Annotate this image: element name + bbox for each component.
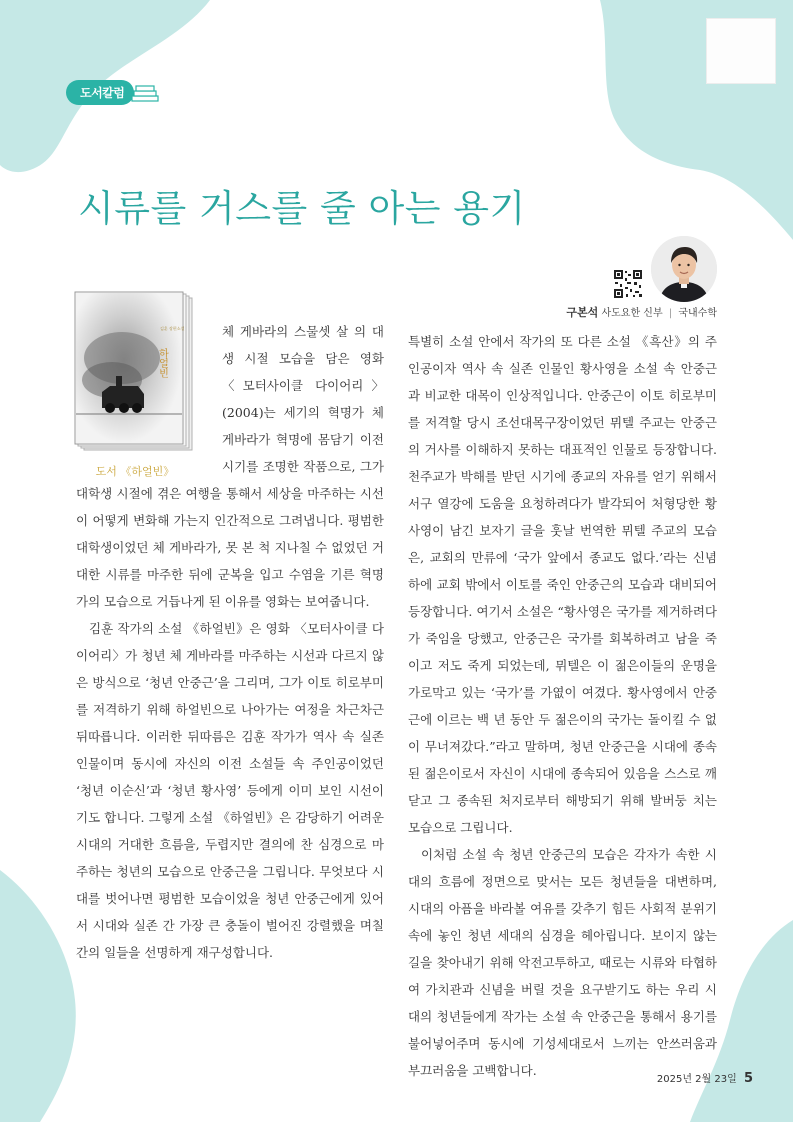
- section-tag-label: 도서칼럼: [66, 80, 134, 105]
- issue-date: 2025년 2월 23일: [656, 1074, 737, 1085]
- blank-stamp-box: [706, 18, 776, 84]
- book-caption: 도서 《하얼빈》: [95, 465, 175, 478]
- book-cover-title: 하얼빈: [156, 348, 168, 378]
- image-wrap-space: [76, 318, 222, 478]
- page-title: 시류를 거스를 줄 아는 용기: [78, 187, 526, 230]
- author-byline: [566, 304, 717, 320]
- page-footer: [657, 1070, 753, 1086]
- section-tag: [66, 80, 160, 105]
- book-cover-author: 김훈 장편소설: [160, 326, 185, 331]
- author-title: 사도요한 신부: [601, 308, 663, 319]
- qr-code-icon: [613, 269, 643, 299]
- article-column-right: [408, 328, 717, 1084]
- article-column-left: [76, 318, 384, 966]
- page-number: 5: [743, 1071, 753, 1086]
- article-paragraph-3: 특별히 소설 안에서 작가의 또 다른 소설 《흑산》의 주인공이자 역사 속 실존 인물인 황사영을 소설 속 안중근과 비교한 대목이 인상적입니다. 안중근이 이토 히로부미를 저격할 당시 조선대목구장이었던 뮈텔 주교는 안중근의 거사를 이해하지 못하는 대표적인 인물로 등장합니다. 천주교가 박해를 받던 시기에 종교의 자유를 얻기 위해서 서구 열강에 도움을 요청하려다가 발각되어 처형당한 황사영이 남긴 보자기 글을 훗날 번역한 뮈텔 주교의 모습은, 교회의 만류에 ‘국가 앞에서 종교도 없다.’라는 신념하에 교회 밖에서 이토를 죽인 안중근의 모습과 대비되어 등장합니다. 여기서 소설은 “황사영은 국가를 제거하려다가 죽임을 당했고, 안중근은 국가를 회복하려고 남을 죽이고 저도 죽게 되었는데, 뮈텔은 이 젊은이들의 운명을 가로막고 있는 ‘국가’를 가엾이 여겼다. 황사영에서 안중근에 이르는 백 년 동안 두 젊은이의 국가는 돌이킬 수 없이 무너져갔다.”라고 말하며, 청년 안중근을 시대에 종속된 젊은이로서 자신이 시대에 종속되어 있음을 스스로 깨닫고 그 종속된 처지로부터 해방되기 위해 발버둥 치는 모습으로 그립니다.: [408, 334, 717, 835]
- article-paragraph-2: 김훈 작가의 소설 《하얼빈》은 영화 〈모터사이클 다이어리〉가 청년 체 게바라를 마주하는 시선과 다르지 않은 방식으로 ‘청년 안중근’을 그리며, 그가 이토 히로부미를 저격하기 위해 하얼빈으로 나아가는 여정을 차근차근 뒤따릅니다. 이러한 뒤따름은 김훈 작가가 역사 속 실존 인물이며 동시에 자신의 이전 소설들 속 주인공이었던 ‘청년 이순신’과 ‘청년 황사영’ 등에게 이미 보인 시선이기도 합니다. 그렇게 소설 《하얼빈》은 감당하기 어려운 시대의 거대한 흐름을, 두렵지만 결의에 찬 심경으로 마주하는 청년의 모습으로 안중근을 그립니다. 무엇보다 시대를 벗어나면 평범한 모습이었을 청년 안중근에게 있어서 시대와 실존 간 가장 큰 충돌이 벌어진 강렬했을 며칠간의 일들을 선명하게 재구성합니다.: [76, 621, 384, 960]
- article-paragraph-1: 체 게바라의 스물셋 살 의 대생 시절 모습을 담은 영화 〈모터사이클 다이어리〉(2004)는 세기의 혁명가 체 게바라가 혁명에 몸담기 이전 시기를 조명한 작품으로, 그가 대학생 시절에 겪은 여행을 통해서 세상을 마주하는 시선이 어떻게 변화해 가는지 인간적으로 그려냅니다. 평범한 대학생이었던 체 게바라가, 못 본 척 지나칠 수 없었던 거대한 시류를 마주한 뒤에 군복을 입고 수염을 기른 혁명가의 모습으로 거듭나게 된 이유를 영화는 보여줍니다.: [76, 324, 384, 609]
- author-photo: [651, 236, 717, 302]
- books-icon: [130, 82, 160, 104]
- author-affiliation: 국내수학: [678, 308, 717, 319]
- author-name: 구본석: [566, 306, 599, 319]
- author-portrait-icon: [651, 236, 717, 302]
- article-paragraph-4: 이처럼 소설 속 청년 안중근의 모습은 각자가 속한 시대의 흐름에 정면으로 맞서는 모든 청년들을 대변하며, 시대의 아픔을 바라볼 여유를 갖추기 힘든 사회적 분위기 속에 놓인 청년 세대의 심경을 헤아립니다. 보이지 않는 길을 찾아내기 위해 악전고투하고, 때로는 시류와 타협하여 가치관과 신념을 버릴 것을 요구받기도 하는 우리 시대의 청년들에게 작가는 소설 속 안중근을 통해서 용기를 불어넣어주며 동시에 기성세대로서 느끼는 안쓰러움과 부끄러움을 고백합니다.: [408, 847, 717, 1078]
- byline-separator: |: [668, 308, 673, 319]
